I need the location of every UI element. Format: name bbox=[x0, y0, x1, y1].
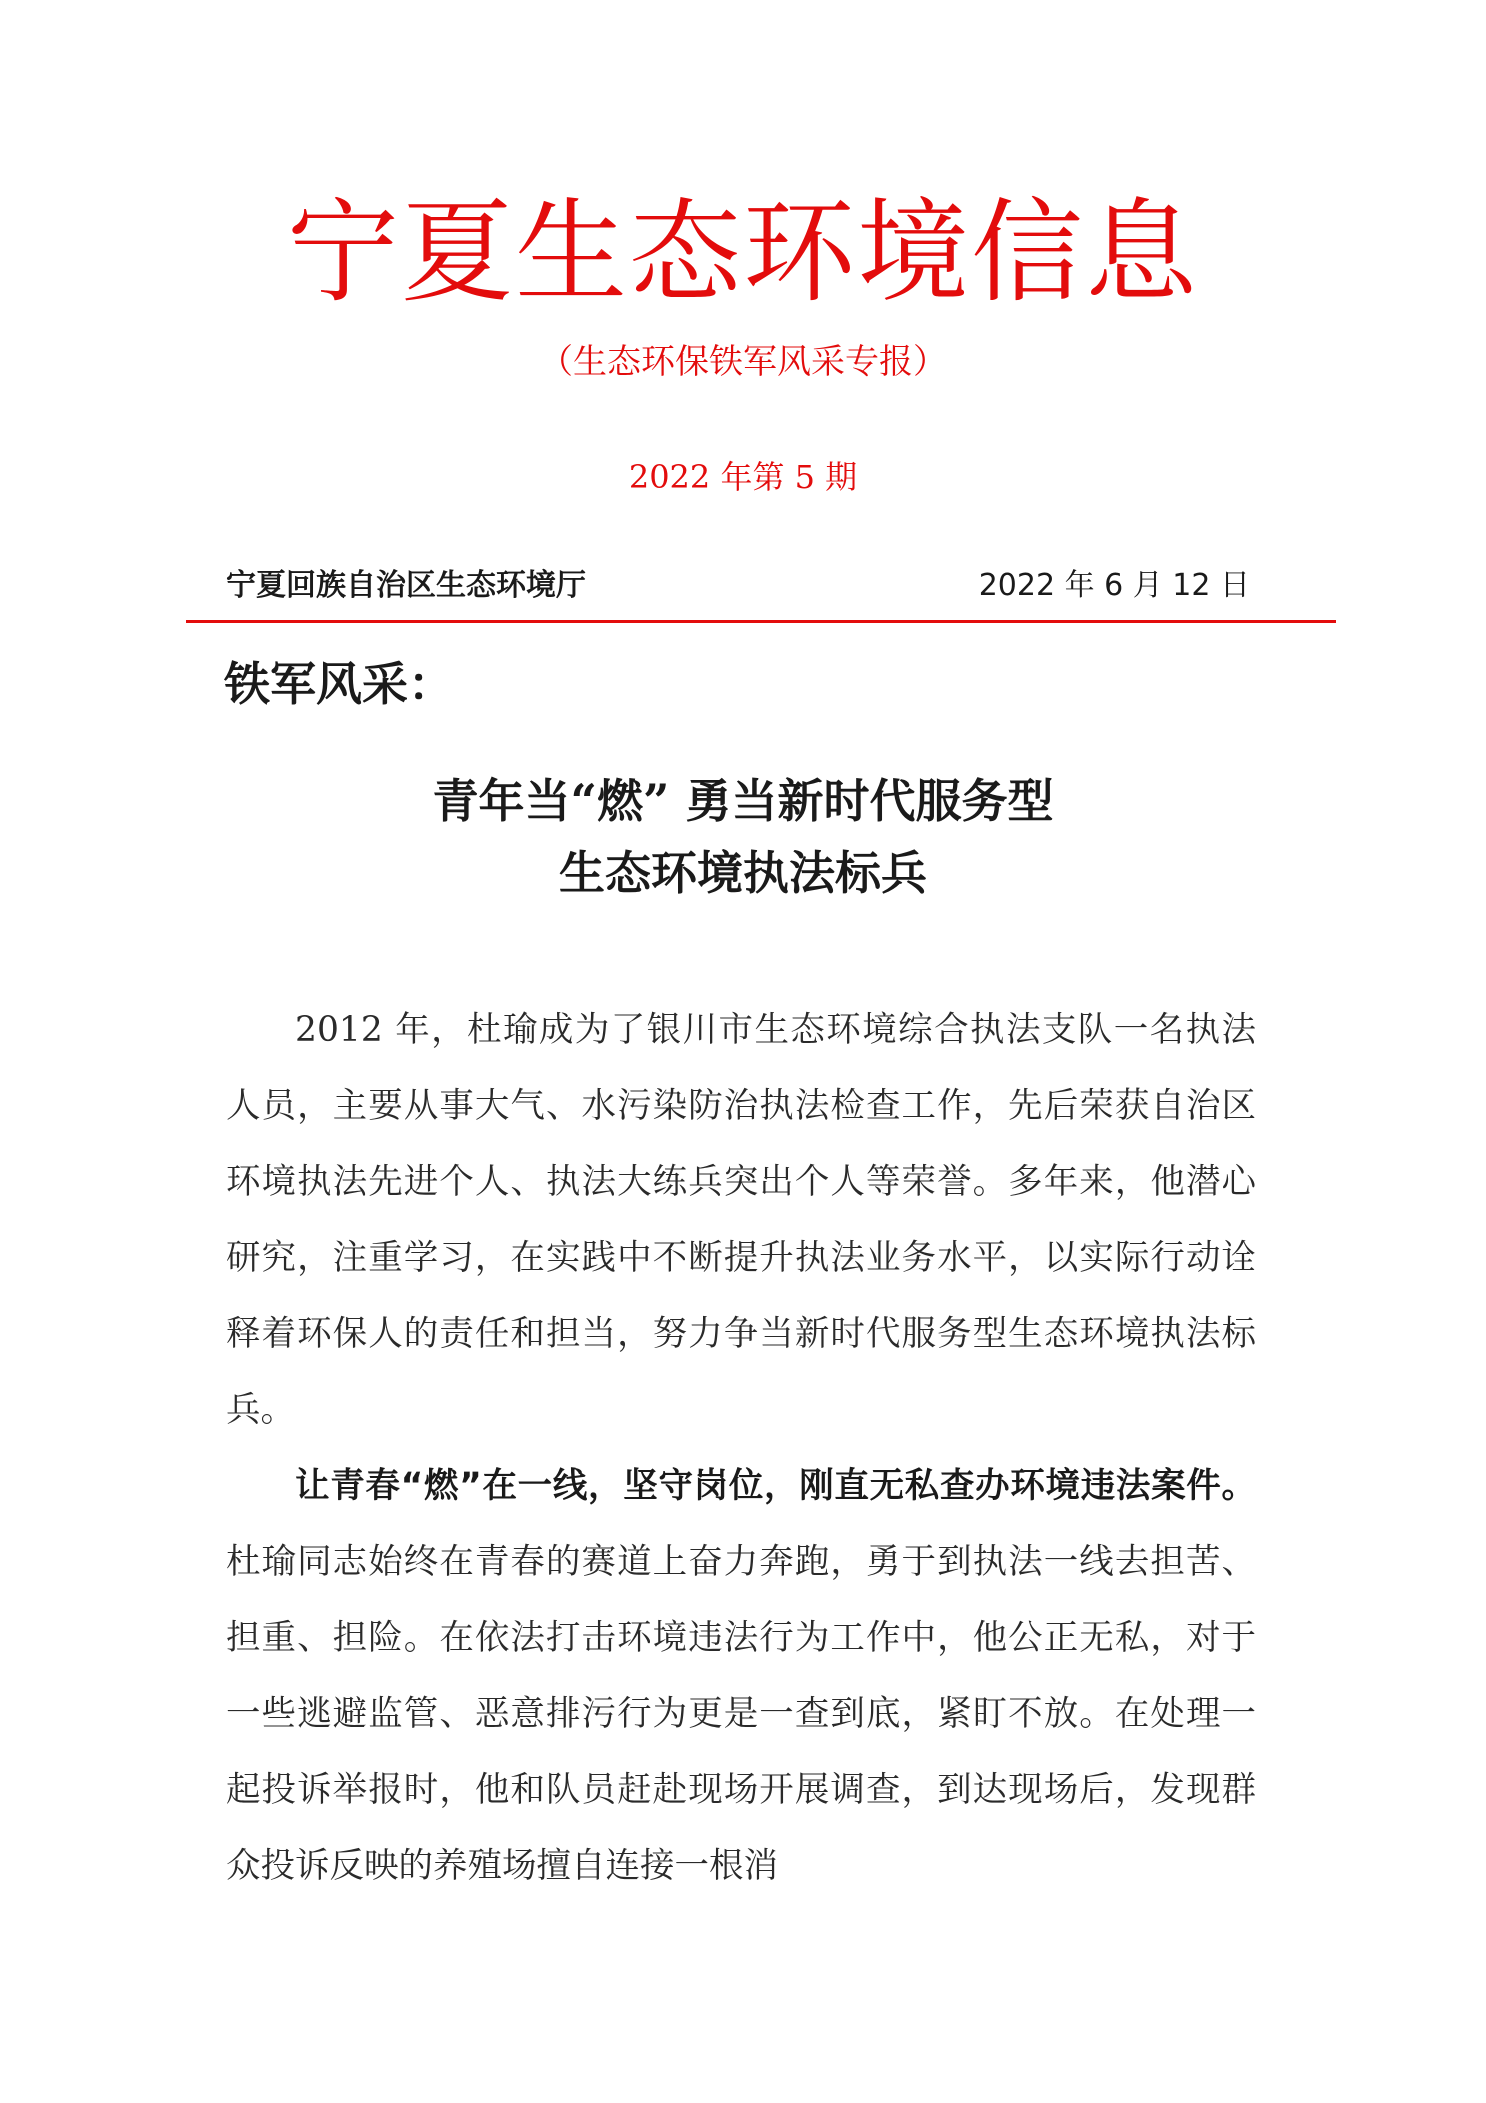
header-divider bbox=[186, 620, 1336, 623]
masthead-subtitle: （生态环保铁军风采专报） bbox=[539, 342, 947, 382]
article-title-line-2: 生态环境执法标兵 bbox=[559, 846, 927, 900]
issue-number: 2022 年第 5 期 bbox=[628, 458, 858, 496]
paragraph-body-text: 杜瑜同志始终在青春的赛道上奋力奔跑，勇于到执法一线去担苦、担重、担险。在依法打击环境违法行为工作中，他公正无私，对于一些逃避监管、恶意排污行为更是一查到底，紧盯不放。在处理一起投诉举报时，他和队员赶赴现场开展调查，到达现场后，发现群众投诉反映的养殖场擅自连接一根消 bbox=[226, 1542, 1256, 1886]
publisher-name: 宁夏回族自治区生态环境厅 bbox=[226, 568, 586, 603]
article-paragraph bbox=[226, 1448, 1256, 1904]
article-title-line-1: 青年当“燃” 勇当新时代服务型 bbox=[432, 774, 1054, 828]
article-paragraph: 2012 年，杜瑜成为了银川市生态环境综合执法支队一名执法人员，主要从事大气、水污染防治执法检查工作，先后荣获自治区环境执法先进个人、执法大练兵突出个人等荣誉。多年来，他潜心研究，注重学习，在实践中不断提升执法业务水平，以实际行动诠释着环保人的责任和担当，努力争当新时代服务型生态环境执法标兵。 bbox=[226, 1010, 1256, 1430]
column-heading: 铁军风采： bbox=[224, 657, 454, 711]
article-title bbox=[0, 765, 1486, 909]
publication-date: 2022 年 6 月 12 日 bbox=[978, 568, 1250, 603]
article-body bbox=[226, 992, 1256, 1904]
masthead-title: 宁夏生态环境信息 bbox=[287, 188, 1199, 318]
paragraph-lead-sentence: 让青春“燃”在一线，坚守岗位，刚直无私查办环境违法案件。 bbox=[295, 1466, 1256, 1506]
